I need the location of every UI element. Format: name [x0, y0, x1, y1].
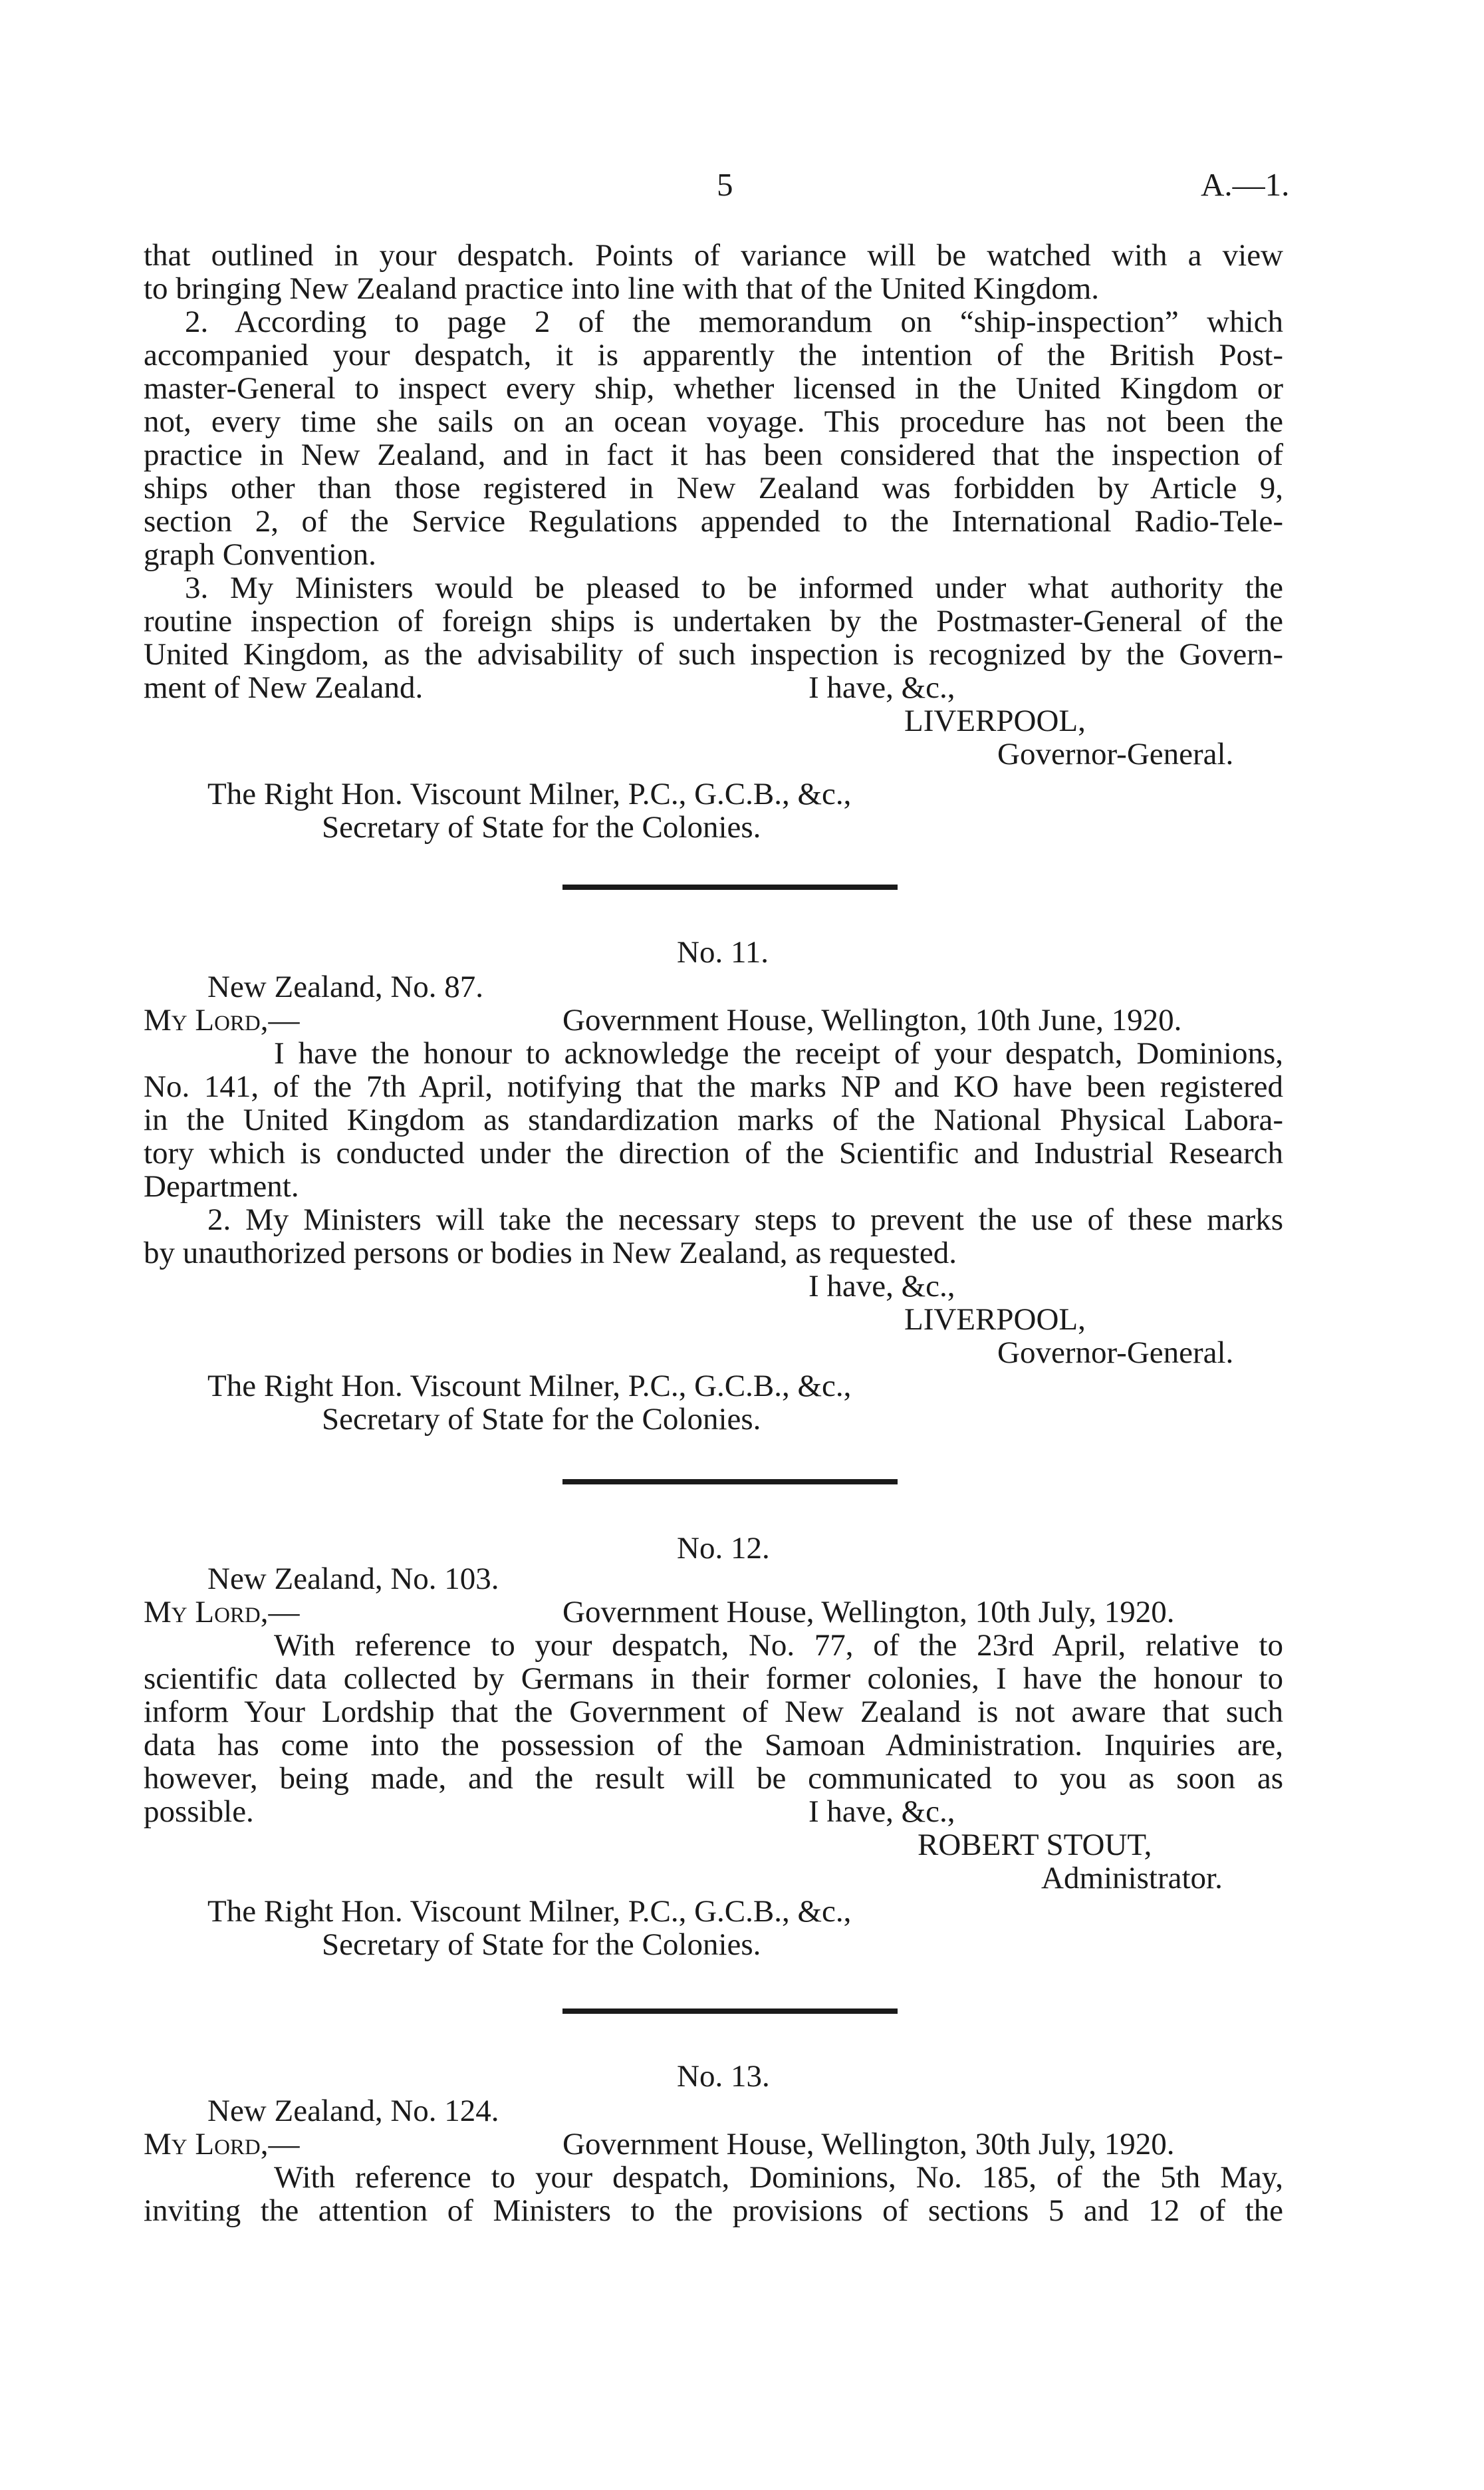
letter-number: No. 12. [677, 1531, 770, 1566]
salutation: My Lord,— [144, 1003, 300, 1038]
body-line: inform Your Lordship that the Government of New Zealand is not aware that such [144, 1695, 1283, 1729]
place-date: Government House, Wellington, 10th July, 1920. [562, 1595, 1175, 1629]
signatory-title: Governor-General. [997, 1335, 1234, 1370]
body-line: With reference to your despatch, No. 77, of the 23rd April, relative to [274, 1628, 1283, 1663]
signatory-title: Governor-General. [997, 737, 1234, 771]
body-line: 3. My Ministers would be pleased to be informed under what authority the [185, 571, 1283, 605]
body-line: Department. [144, 1169, 299, 1204]
body-line: With reference to your despatch, Dominions, No. 185, of the 5th May, [274, 2160, 1283, 2195]
salutation: My Lord,— [144, 2127, 300, 2161]
addressee-title: Secretary of State for the Colonies. [322, 1402, 761, 1437]
signatory: LIVERPOOL, [904, 1302, 1086, 1337]
body-line: graph Convention. [144, 537, 376, 572]
closing: I have, &c., [808, 1794, 955, 1829]
page-number: 5 [717, 166, 733, 203]
body-line: practice in New Zealand, and in fact it has been considered that the inspection of [144, 438, 1283, 472]
body-line: to bringing New Zealand practice into line with that of the United Kingdom. [144, 271, 1100, 306]
letter-number: No. 13. [677, 2059, 770, 2094]
body-line: routine inspection of foreign ships is undertaken by the Postmaster-General of the [144, 604, 1283, 638]
body-line: inviting the attention of Ministers to the provisions of sections 5 and 12 of the [144, 2193, 1283, 2228]
addressee: The Right Hon. Viscount Milner, P.C., G.C.B., &c., [207, 1894, 852, 1929]
closing: I have, &c., [808, 1269, 955, 1304]
letter-number: No. 11. [677, 935, 769, 970]
place-date: Government House, Wellington, 30th July, 1920. [562, 2127, 1175, 2161]
body-line: I have the honour to acknowledge the receipt of your despatch, Dominions, [274, 1036, 1283, 1071]
body-line: not, every time she sails on an ocean voyage. This procedure has not been the [144, 404, 1283, 439]
addressee: The Right Hon. Viscount Milner, P.C., G.C.B., &c., [207, 1369, 852, 1403]
body-line: possible. [144, 1794, 254, 1829]
body-line: data has come into the possession of the Samoan Administration. Inquiries are, [144, 1728, 1283, 1762]
signatory: LIVERPOOL, [904, 704, 1086, 738]
body-line: section 2, of the Service Regulations appended to the International Radio-Tele- [144, 504, 1283, 539]
body-line: in the United Kingdom as standardization marks of the National Physical Labora- [144, 1103, 1283, 1137]
body-line: No. 141, of the 7th April, notifying that the marks NP and KO have been registered [144, 1069, 1283, 1104]
signatory: ROBERT STOUT, [918, 1828, 1152, 1862]
body-line: however, being made, and the result will be communicated to you as soon as [144, 1761, 1283, 1796]
section-divider [562, 2008, 898, 2014]
addressee-title: Secretary of State for the Colonies. [322, 810, 761, 845]
body-line: by unauthorized persons or bodies in New Zealand, as requested. [144, 1236, 957, 1270]
document-reference: A.—1. [1201, 166, 1290, 203]
section-divider [562, 1479, 898, 1484]
body-line: ships other than those registered in New Zealand was forbidden by Article 9, [144, 471, 1283, 505]
signatory-title: Administrator. [1041, 1861, 1223, 1895]
body-line: United Kingdom, as the advisability of such inspection is recognized by the Govern- [144, 637, 1283, 672]
section-divider [562, 885, 898, 890]
body-line: tory which is conducted under the direction of the Scientific and Industrial Research [144, 1136, 1283, 1171]
closing: I have, &c., [808, 670, 955, 705]
despatch-reference: New Zealand, No. 87. [207, 970, 484, 1004]
place-date: Government House, Wellington, 10th June, 1920. [562, 1003, 1182, 1038]
body-line: master-General to inspect every ship, whether licensed in the United Kingdom or [144, 371, 1283, 406]
body-line: 2. According to page 2 of the memorandum on “ship-inspection” which [185, 305, 1283, 339]
body-line: scientific data collected by Germans in their former colonies, I have the honour to [144, 1661, 1283, 1696]
addressee: The Right Hon. Viscount Milner, P.C., G.C.B., &c., [207, 777, 852, 811]
despatch-reference: New Zealand, No. 103. [207, 1562, 499, 1596]
body-line: that outlined in your despatch. Points of variance will be watched with a view [144, 238, 1283, 273]
salutation: My Lord,— [144, 1595, 300, 1629]
despatch-reference: New Zealand, No. 124. [207, 2094, 499, 2128]
body-line: ment of New Zealand. [144, 670, 424, 705]
body-line: 2. My Ministers will take the necessary steps to prevent the use of these marks [207, 1202, 1283, 1237]
addressee-title: Secretary of State for the Colonies. [322, 1927, 761, 1962]
body-line: accompanied your despatch, it is apparently the intention of the British Post- [144, 338, 1283, 372]
